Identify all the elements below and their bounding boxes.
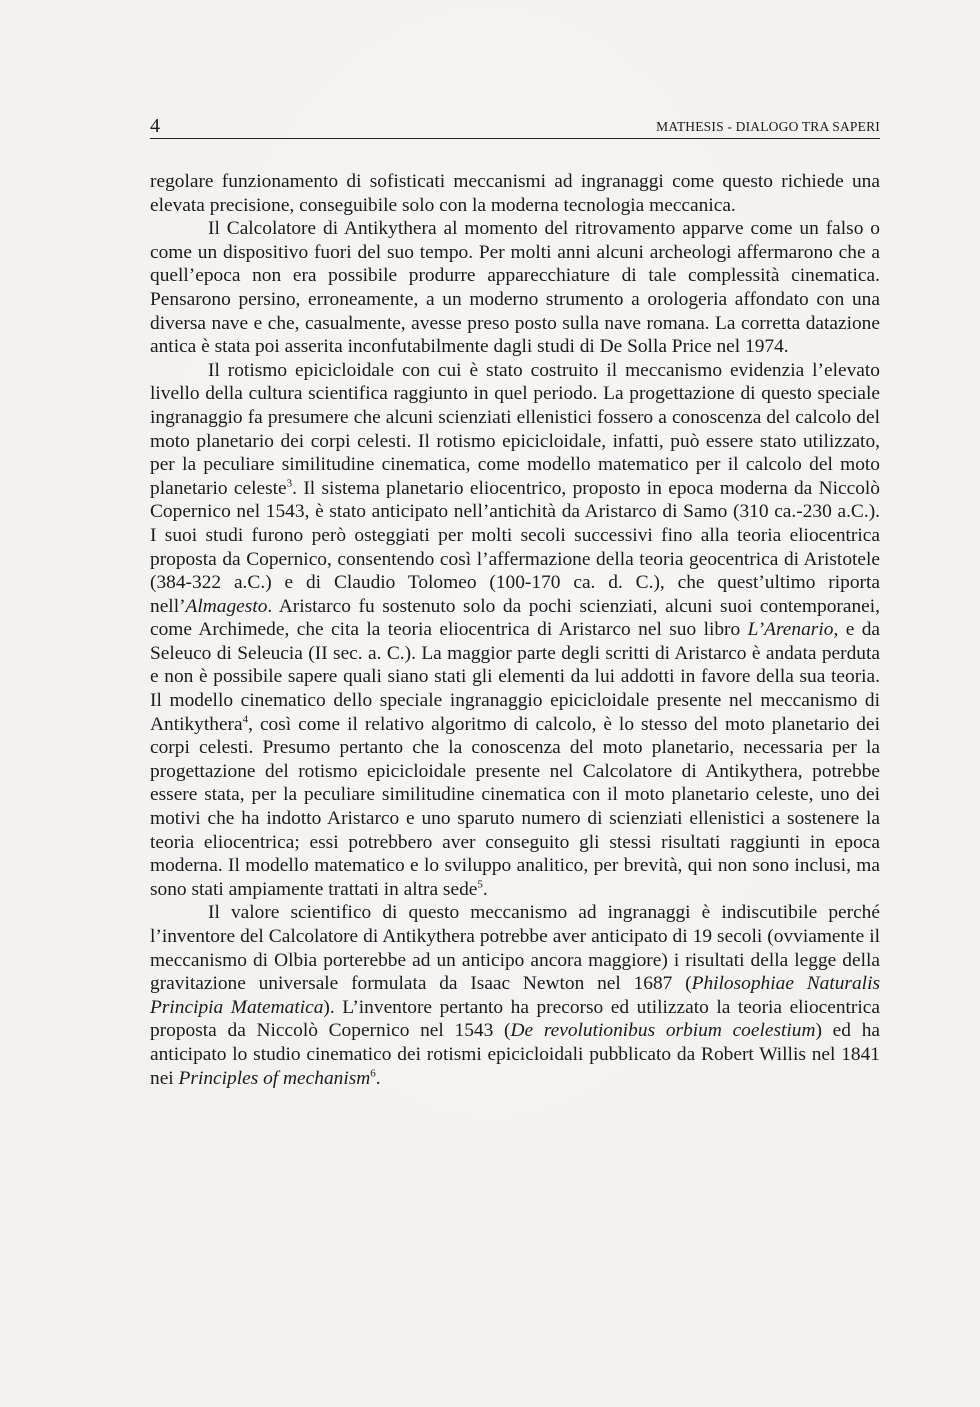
paragraph-2: Il Calcolatore di Antikythera al momento del ritrovamento apparve come un falso o come un dispositivo fuori del suo tempo. Per molti anni alcuni archeologi affermarono che a quell’epoca non era possibile produrre apparecchiature di tale complessità cinematica. Pensarono persino, erroneamente, a un moderno strumento a orologeria affondato con una diversa nave e che, casualmente, avesse preso posto sulla nave romana. La corretta datazione antica è stata poi asserita inconfutabilmente dagli studi di De Solla Price nel 1974. [150,218,880,358]
paragraph-1: regolare funzionamento di sofisticati meccanismi ad ingranaggi come questo richiede una elevata precisione, conseguibile solo con la moderna tecnologia meccanica. [150,171,880,216]
paragraph-4: Il valore scientifico di questo meccanismo ad ingranaggi è indiscutibile perché l’inventore del Calcolatore di Antikythera potrebbe aver anticipato di 19 secoli (ovviamente il meccanismo di Olbia porterebbe ad un anticipo ancora maggiore) i risultati della legge della gravitazione universale formulata da Isaac Newton nel 1687 (Philosophiae Naturalis Principia Matematica). L’inventore pertanto ha precorso ed utilizzato la teoria eliocentrica proposta da Niccolò Copernico nel 1543 (De revolutionibus orbium coelestium) ed ha anticipato lo studio cinematico dei rotismi epicicloidali pubblicato da Robert Willis nel 1841 nei Principles of mechanism$^6$. [150,902,880,1089]
title-almagesto: Almagesto [185,595,268,617]
paragraph-3: Il rotismo epicicloidale con cui è stato costruito il meccanismo evidenzia l’elevato livello della cultura scientifica raggiunto in quel periodo. La progettazione di questo speciale ingranaggio fa presumere che alcuni scienziati ellenistici fossero a conoscenza del calcolo del moto planetario dei corpi celesti. Il rotismo epicicloidale, infatti, può essere stato utilizzato, per la peculiare similitudine cinematica, come modello matematico per il calcolo del moto planetario celeste$^3$. Il sistema planetario eliocentrico, proposto in epoca moderna da Niccolò Copernico nel 1543, è stato anticipato nell’antichità da Aristarco di Samo (310 ca.-230 a.C.). I suoi studi furono però osteggiati per molti secoli successivi fino alla teoria eliocentrica proposta da Copernico, consentendo così l’affermazione della teoria geocentrica di Aristotele (384-322 a.C.) e di Claudio Tolomeo (100-170 ca. d. C.), che quest’ultimo riporta nell’Almagesto. Aristarco fu sostenuto solo da pochi scienziati, alcuni suoi contemporanei, come Archimede, che cita la teoria eliocentrica di Aristarco nel suo libro L’Arenario, e da Seleuco di Seleucia (II sec. a. C.). La maggior parte degli scritti di Aristarco è andata perduta e non è possibile sapere quali siano stati gli elementi da lui addotti in favore della sua teoria. Il modello cinematico dello speciale ingranaggio epicicloidale presente nel meccanismo di Antikythera$^4$, così come il relativo algoritmo di calcolo, è lo stesso del moto planetario dei corpi celesti. Presumo pertanto che la conoscenza del moto planetario, necessaria per la progettazione del rotismo epicicloidale presente nel Calcolatore di Antikythera, potrebbe essere stata, per la peculiare similitudine cinematica con il moto planetario celeste, uno dei motivi che ha indotto Aristarco e uno sparuto numero di scienziati ellenistici a sostenere la teoria eliocentrica; essi potrebbero aver conseguito gli stessi risultati raggiunti in epoca moderna. Il modello matematico e lo sviluppo analitico, per brevità, qui non sono inclusi, ma sono stati ampiamente trattati in altra sede$^5$. [150,359,881,900]
running-head: MATHESIS - DIALOGO TRA SAPERI [656,119,880,134]
footnote-ref-5: 5 [477,878,483,891]
page-header [150,114,880,139]
title-principia: Philosophiae Naturalis Principia Matematica [150,973,880,1018]
footnote-ref-6: 6 [370,1067,376,1080]
title-principles-of-mechanism: Principles of mechanism [178,1067,371,1089]
body-text [150,170,880,1090]
title-de-revolutionibus: De revolutionibus orbium coelestium [510,1020,816,1042]
footnote-ref-4: 4 [242,713,249,726]
title-arenario: L’Arenario [747,619,834,641]
footnote-ref-3: 3 [286,477,293,490]
page-number: 4 [150,115,160,137]
